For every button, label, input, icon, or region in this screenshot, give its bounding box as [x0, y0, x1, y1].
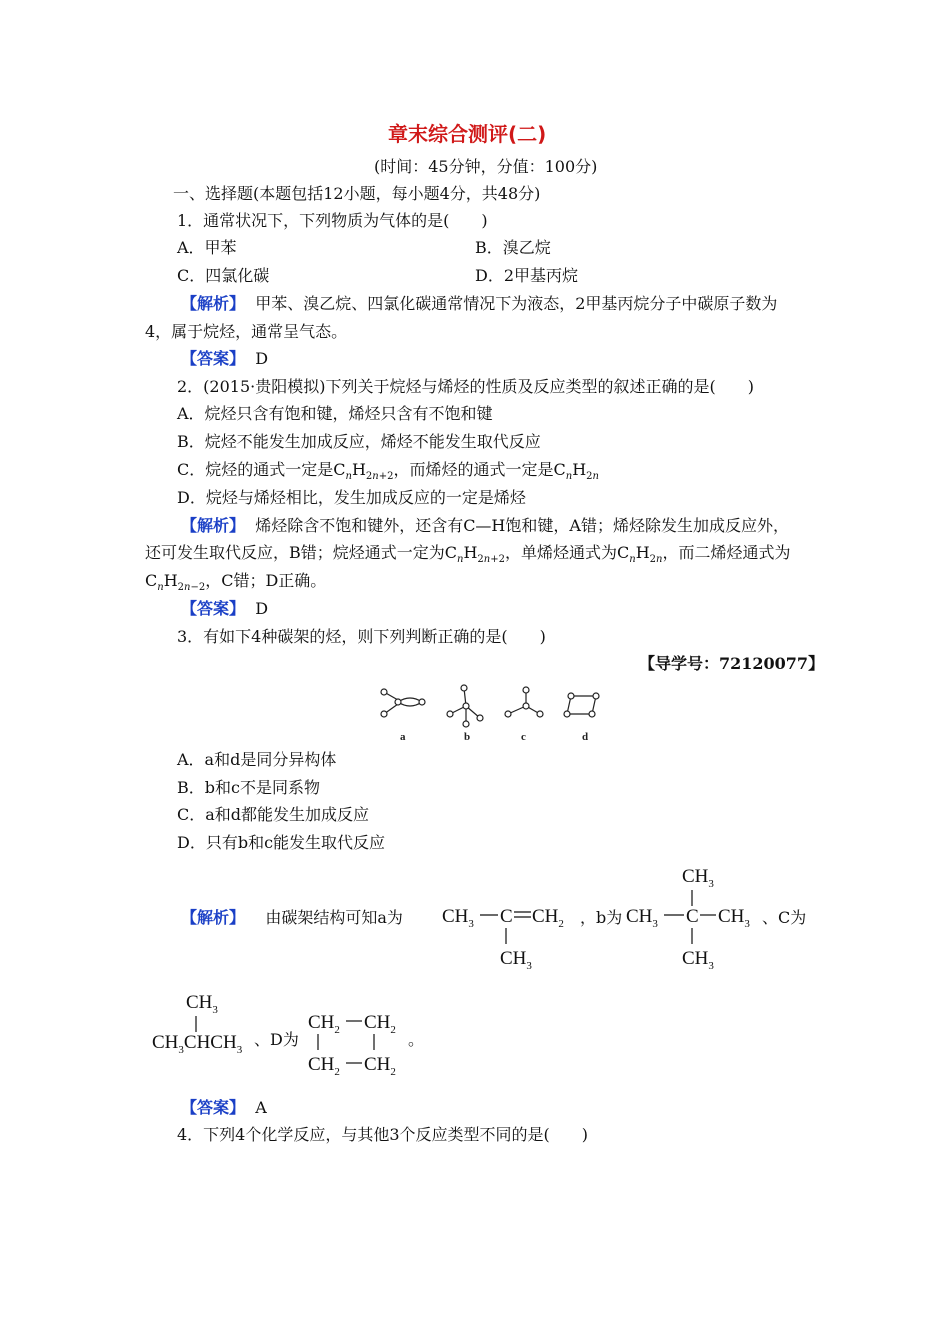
q2-stem: 2．(2015·贵阳模拟)下列关于烷烃与烯烃的性质及反应类型的叙述正确的是( ) [177, 377, 754, 396]
section-heading: 一、选择题(本题包括12小题，每小题4分，共48分) [173, 184, 541, 203]
svg-text:CH3: $CH_3$ [718, 906, 750, 930]
svg-text:CH2: $CH_2$ [364, 1054, 396, 1078]
answer-tag: 【答案】 [181, 349, 246, 368]
q1-option-a: A．甲苯 [177, 238, 237, 257]
svg-text:CH2: $CH_2$ [308, 1012, 340, 1036]
time-info: (时间：45分钟，分值：100分) [374, 157, 598, 176]
q3-option-d: D．只有b和c能发生取代反应 [177, 833, 386, 852]
q2-analysis: 烯烃除含不饱和键外，还含有C—H饱和键，A错；烯烃除发生加成反应外， [255, 516, 789, 535]
svg-text:CH2: $CH_2$ [308, 1054, 340, 1078]
answer-tag: 【答案】 [181, 1098, 246, 1117]
svg-text:CH3: $CH_3$ [626, 906, 658, 930]
svg-text:CH3: $CH_3$ [682, 866, 714, 890]
q1-stem: 1．通常状况下，下列物质为气体的是( ) [177, 211, 488, 230]
figure-label-c: c [521, 731, 526, 743]
q3-analysis-end: 。 [408, 1030, 425, 1049]
svg-text:CH3: $CH_3$ [682, 948, 714, 972]
q2-option-d: D．烷烃与烯烃相比，发生加成反应的一定是烯烃 [177, 488, 526, 507]
guide-number: 【导学号：72120077】 [639, 654, 825, 673]
svg-text:CH3: $CH_3$ [442, 906, 474, 930]
structure-c [150, 984, 270, 1064]
q1-option-b: B．溴乙烷 [475, 238, 551, 257]
q3-analysis-b: ，b为 [580, 908, 623, 927]
svg-text:CH3: $CH_3$ [186, 992, 218, 1016]
q1-analysis-cont: 4，属于烷烃，通常呈气态。 [145, 322, 348, 341]
svg-text:C: C [500, 906, 513, 927]
figure-label-a: a [400, 731, 406, 743]
q3-analysis: 由碳架结构可知a为 [265, 908, 403, 927]
q1-answer: D [255, 349, 269, 368]
page-title: 章末综合测评(二) [388, 122, 547, 146]
figure-label-d: d [582, 731, 589, 743]
q2-answer: D [255, 599, 269, 618]
formula-alkane: $C_nH_{2n+2}$ [333, 460, 394, 482]
figure-label-b: b [464, 731, 471, 743]
svg-text:CH2: $CH_2$ [364, 1012, 396, 1036]
formula-diene: $C_nH_{2n-2}$ [145, 571, 206, 593]
structure-b [624, 858, 760, 978]
q3-option-b: B．b和c不是同系物 [177, 778, 320, 797]
q2-analysis-line2: 还可发生取代反应，B错；烷烃通式一定为$C_nH_{2n+2}$，单烯烃通式为$C_nH_{2n}$，而二烯烃通式为 [145, 543, 791, 565]
q2-option-b: B．烷烃不能发生加成反应，烯烃不能发生取代反应 [177, 432, 541, 451]
carbon-skeleton-figure [370, 678, 620, 746]
q4-stem: 4．下列4个化学反应，与其他3个反应类型不同的是( ) [177, 1125, 589, 1144]
analysis-tag: 【解析】 [181, 516, 246, 535]
q3-option-a: A．a和d是同分异构体 [177, 750, 337, 769]
svg-text:C: C [686, 906, 699, 927]
q3-answer: A [255, 1098, 267, 1117]
q3-stem: 3．有如下4种碳架的烃，则下列判断正确的是( ) [177, 627, 546, 646]
analysis-tag: 【解析】 [181, 294, 246, 313]
q2-analysis-line3: $C_nH_{2n-2}$，C错；D正确。 [145, 571, 327, 593]
q2-option-a: A．烷烃只含有饱和键，烯烃只含有不饱和键 [177, 404, 493, 423]
q3-analysis-d: 、D为 [254, 1030, 299, 1049]
structure-d [306, 1004, 416, 1084]
structure-a [440, 890, 590, 976]
q3-option-c: C．a和d都能发生加成反应 [177, 805, 370, 824]
q1-analysis: 甲苯、溴乙烷、四氯化碳通常情况下为液态，2甲基丙烷分子中碳原子数为 [255, 294, 778, 313]
formula-alkene: $C_nH_{2n}$ [553, 460, 599, 482]
analysis-tag: 【解析】 [181, 908, 246, 927]
svg-text:CH2: $CH_2$ [532, 906, 564, 930]
svg-text:CH3CHCH3: $CH_3CHCH_3$ [152, 1032, 243, 1056]
q3-analysis-c: 、C为 [762, 908, 807, 927]
q1-option-c: C．四氯化碳 [177, 266, 270, 285]
answer-tag: 【答案】 [181, 599, 246, 618]
q1-option-d: D．2甲基丙烷 [475, 266, 579, 285]
q2-option-c: C．烷烃的通式一定是$C_nH_{2n+2}$，而烯烃的通式一定是$C_nH_{2n}$ [177, 460, 599, 482]
svg-text:CH3: $CH_3$ [500, 948, 532, 972]
